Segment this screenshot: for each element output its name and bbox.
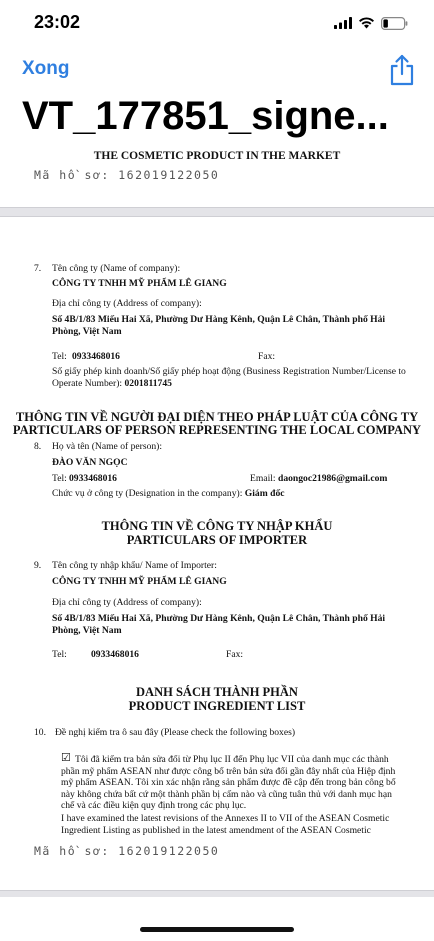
person-name-label: Họ và tên (Name of person): xyxy=(52,441,163,452)
ingredient-declaration-en xyxy=(61,813,405,836)
license-line2 xyxy=(52,378,172,390)
person-name: ĐÀO VĂN NGỌC xyxy=(52,457,128,468)
check-instruction: Đề nghị kiểm tra ô sau đây (Please check the following boxes) xyxy=(55,727,296,738)
company-name: CÔNG TY TNHH MỸ PHẨM LÊ GIANG xyxy=(52,278,227,289)
dossier-number-bottom: Mã hồ sơ: 162019122050 xyxy=(34,844,220,858)
importer-tel: 0933468016 xyxy=(91,649,139,660)
importer-address-line2: Phòng, Việt Nam xyxy=(52,625,122,636)
wifi-icon xyxy=(358,17,375,29)
cellular-signal-icon xyxy=(334,17,352,29)
person-designation xyxy=(52,488,285,500)
company-tel: 0933468016 xyxy=(72,351,120,362)
item-number: 9. xyxy=(34,560,42,571)
importer-address-label: Địa chỉ công ty (Address of company): xyxy=(52,597,202,608)
importer-address-line1: Số 4B/1/83 Miếu Hai Xã, Phường Dư Hàng Kênh, Quận Lê Chân, Thành phố Hải xyxy=(52,613,386,624)
representative-heading-en: PARTICULARS OF PERSON REPRESENTING THE LOCAL COMPANY xyxy=(12,423,422,437)
declaration-en-line: Ingredient Listing as published in the latest amendment of the ASEAN Cosmetic xyxy=(61,824,371,836)
status-icons xyxy=(334,14,408,32)
person-email xyxy=(250,473,387,485)
importer-heading-en: PARTICULARS OF IMPORTER xyxy=(126,533,308,547)
page-divider xyxy=(0,216,434,217)
item-number: 10. xyxy=(34,727,46,738)
status-time: 23:02 xyxy=(34,12,81,32)
page-gap xyxy=(0,891,434,897)
company-fax-label: Fax: xyxy=(258,351,276,362)
declaration-vi-line: này không chứa bất cứ một thành phần bị cấm nào và cũng tuân thủ với danh mục hạn xyxy=(61,788,392,800)
checked-checkbox-icon[interactable]: ☑ xyxy=(61,752,71,764)
license-line1: Số giấy phép kinh doanh/Số giấy phép hoạt động (Business Registration Number/License to xyxy=(52,366,406,377)
company-tel-label: Tel: xyxy=(52,351,67,362)
importer-name: CÔNG TY TNHH MỸ PHẨM LÊ GIANG xyxy=(52,576,227,587)
importer-fax-label: Fax: xyxy=(226,649,244,660)
person-tel: 0933468016 xyxy=(69,473,117,484)
declaration-vi-line: chế và các điều kiện quy định trong các phụ lục. xyxy=(61,800,247,812)
importer-tel-label: Tel: xyxy=(52,649,67,660)
person-email-label: Email: xyxy=(250,473,276,484)
designation-label: Chức vụ ở công ty (Designation in the company): xyxy=(52,488,243,499)
ingredient-heading-vi: DANH SÁCH THÀNH PHẦN xyxy=(136,685,298,699)
designation-value: Giám đốc xyxy=(244,488,285,499)
home-indicator[interactable] xyxy=(140,927,294,932)
license-label: Operate Number): xyxy=(52,378,123,389)
item-number: 7. xyxy=(34,263,42,274)
declaration-en-line: I have examined the latest revisions of the Annexes II to VII of the ASEAN Cosmetic xyxy=(61,813,390,824)
person-email-value: daongoc21986@gmail.com xyxy=(277,473,388,484)
page-gap xyxy=(0,208,434,216)
company-name-label: Tên công ty (Name of company): xyxy=(52,263,181,274)
declaration-vi-line: mỹ phẩm ASEAN. Tôi xin xác nhận rằng sản phẩm được đề cập đến trong bản công bố xyxy=(61,777,396,789)
company-address-line1: Số 4B/1/83 Miếu Hai Xã, Phường Dư Hàng Kênh, Quận Lê Chân, Thành phố Hải xyxy=(52,314,386,325)
importer-name-label: Tên công ty nhập khẩu/ Name of Importer: xyxy=(52,560,217,571)
importer-heading-vi: THÔNG TIN VỀ CÔNG TY NHẬP KHẨU xyxy=(101,519,333,533)
declaration-vi-line: Tôi đã kiểm tra bản sửa đổi từ Phụ lục II đến Phụ lục VII của danh mục các thành xyxy=(75,754,389,765)
cut-heading: THE COSMETIC PRODUCT IN THE MARKET xyxy=(93,150,341,160)
item-number: 8. xyxy=(34,441,42,452)
company-address-line2: Phòng, Việt Nam xyxy=(52,326,122,337)
representative-heading-vi: THÔNG TIN VỀ NGƯỜI ĐẠI DIỆN THEO PHÁP LUẬT CỦA CÔNG TY xyxy=(15,410,419,424)
share-icon[interactable] xyxy=(389,54,415,86)
license-number: 0201811745 xyxy=(124,378,172,389)
declaration-vi-line: phần mỹ phẩm ASEAN như được công bố trên bản sửa đổi gần đây nhất của Hiệp định xyxy=(61,765,396,777)
battery-icon xyxy=(381,17,408,30)
ingredient-heading-en: PRODUCT INGREDIENT LIST xyxy=(128,699,306,713)
ingredient-declaration-vi xyxy=(61,754,405,812)
person-tel-label: Tel: xyxy=(52,473,67,484)
done-button[interactable]: Xong xyxy=(22,58,70,79)
dossier-number-top: Mã hồ sơ: 162019122050 xyxy=(34,168,220,182)
document-title: VT_177851_signe... xyxy=(22,94,389,138)
company-address-label: Địa chỉ công ty (Address of company): xyxy=(52,298,202,309)
